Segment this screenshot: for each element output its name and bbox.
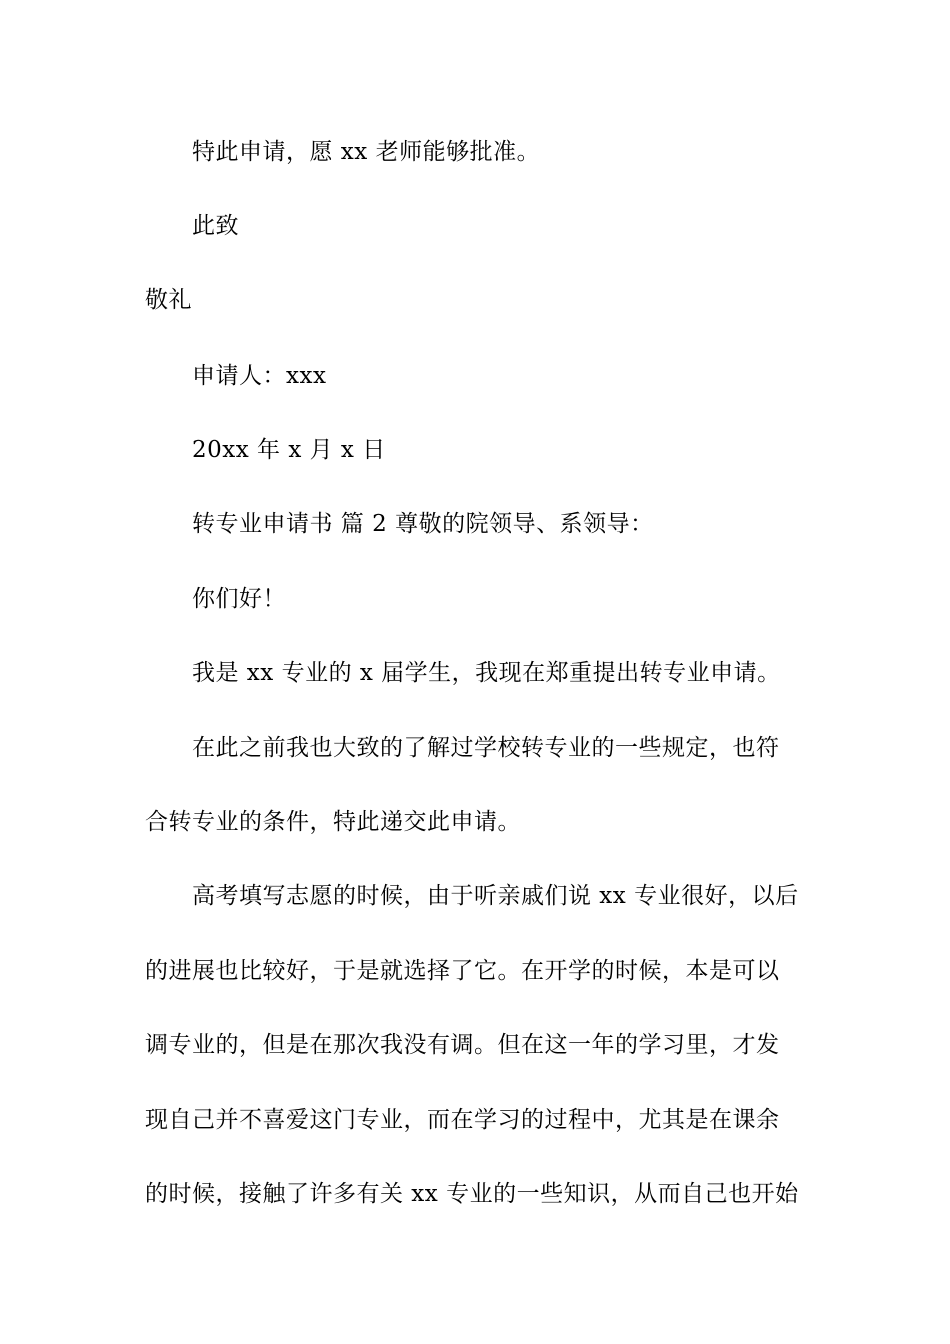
section-heading-line: 转专业申请书 篇 2 尊敬的院领导、系领导： [192,511,654,537]
salutation-jingli: 敬礼 [145,287,192,313]
paragraph-line: 调专业的，但是在那次我没有调。但在这一年的学习里，才发 [145,1032,780,1058]
paragraph-line: 在此之前我也大致的了解过学校转专业的一些规定，也符 [192,735,780,761]
greeting-line: 你们好！ [192,586,286,612]
paragraph-line: 高考填写志愿的时候，由于听亲戚们说 xx 专业很好，以后 [192,883,799,909]
closing-request-line: 特此申请，愿 xx 老师能够批准。 [192,139,541,165]
paragraph-line: 的进展也比较好，于是就选择了它。在开学的时候，本是可以 [145,958,780,984]
paragraph-line: 的时候，接触了许多有关 xx 专业的一些知识，从而自己也开始 [145,1181,799,1207]
paragraph-line: 合转专业的条件，特此递交此申请。 [145,809,521,835]
paragraph-line: 我是 xx 专业的 x 届学生，我现在郑重提出转专业申请。 [192,660,781,686]
salutation-cizhi: 此致 [192,213,239,239]
date-line: 20xx 年 x 月 x 日 [192,437,386,463]
paragraph-line: 现自己并不喜爱这门专业，而在学习的过程中，尤其是在课余 [145,1107,780,1133]
applicant-line: 申请人：xxx [192,363,327,389]
